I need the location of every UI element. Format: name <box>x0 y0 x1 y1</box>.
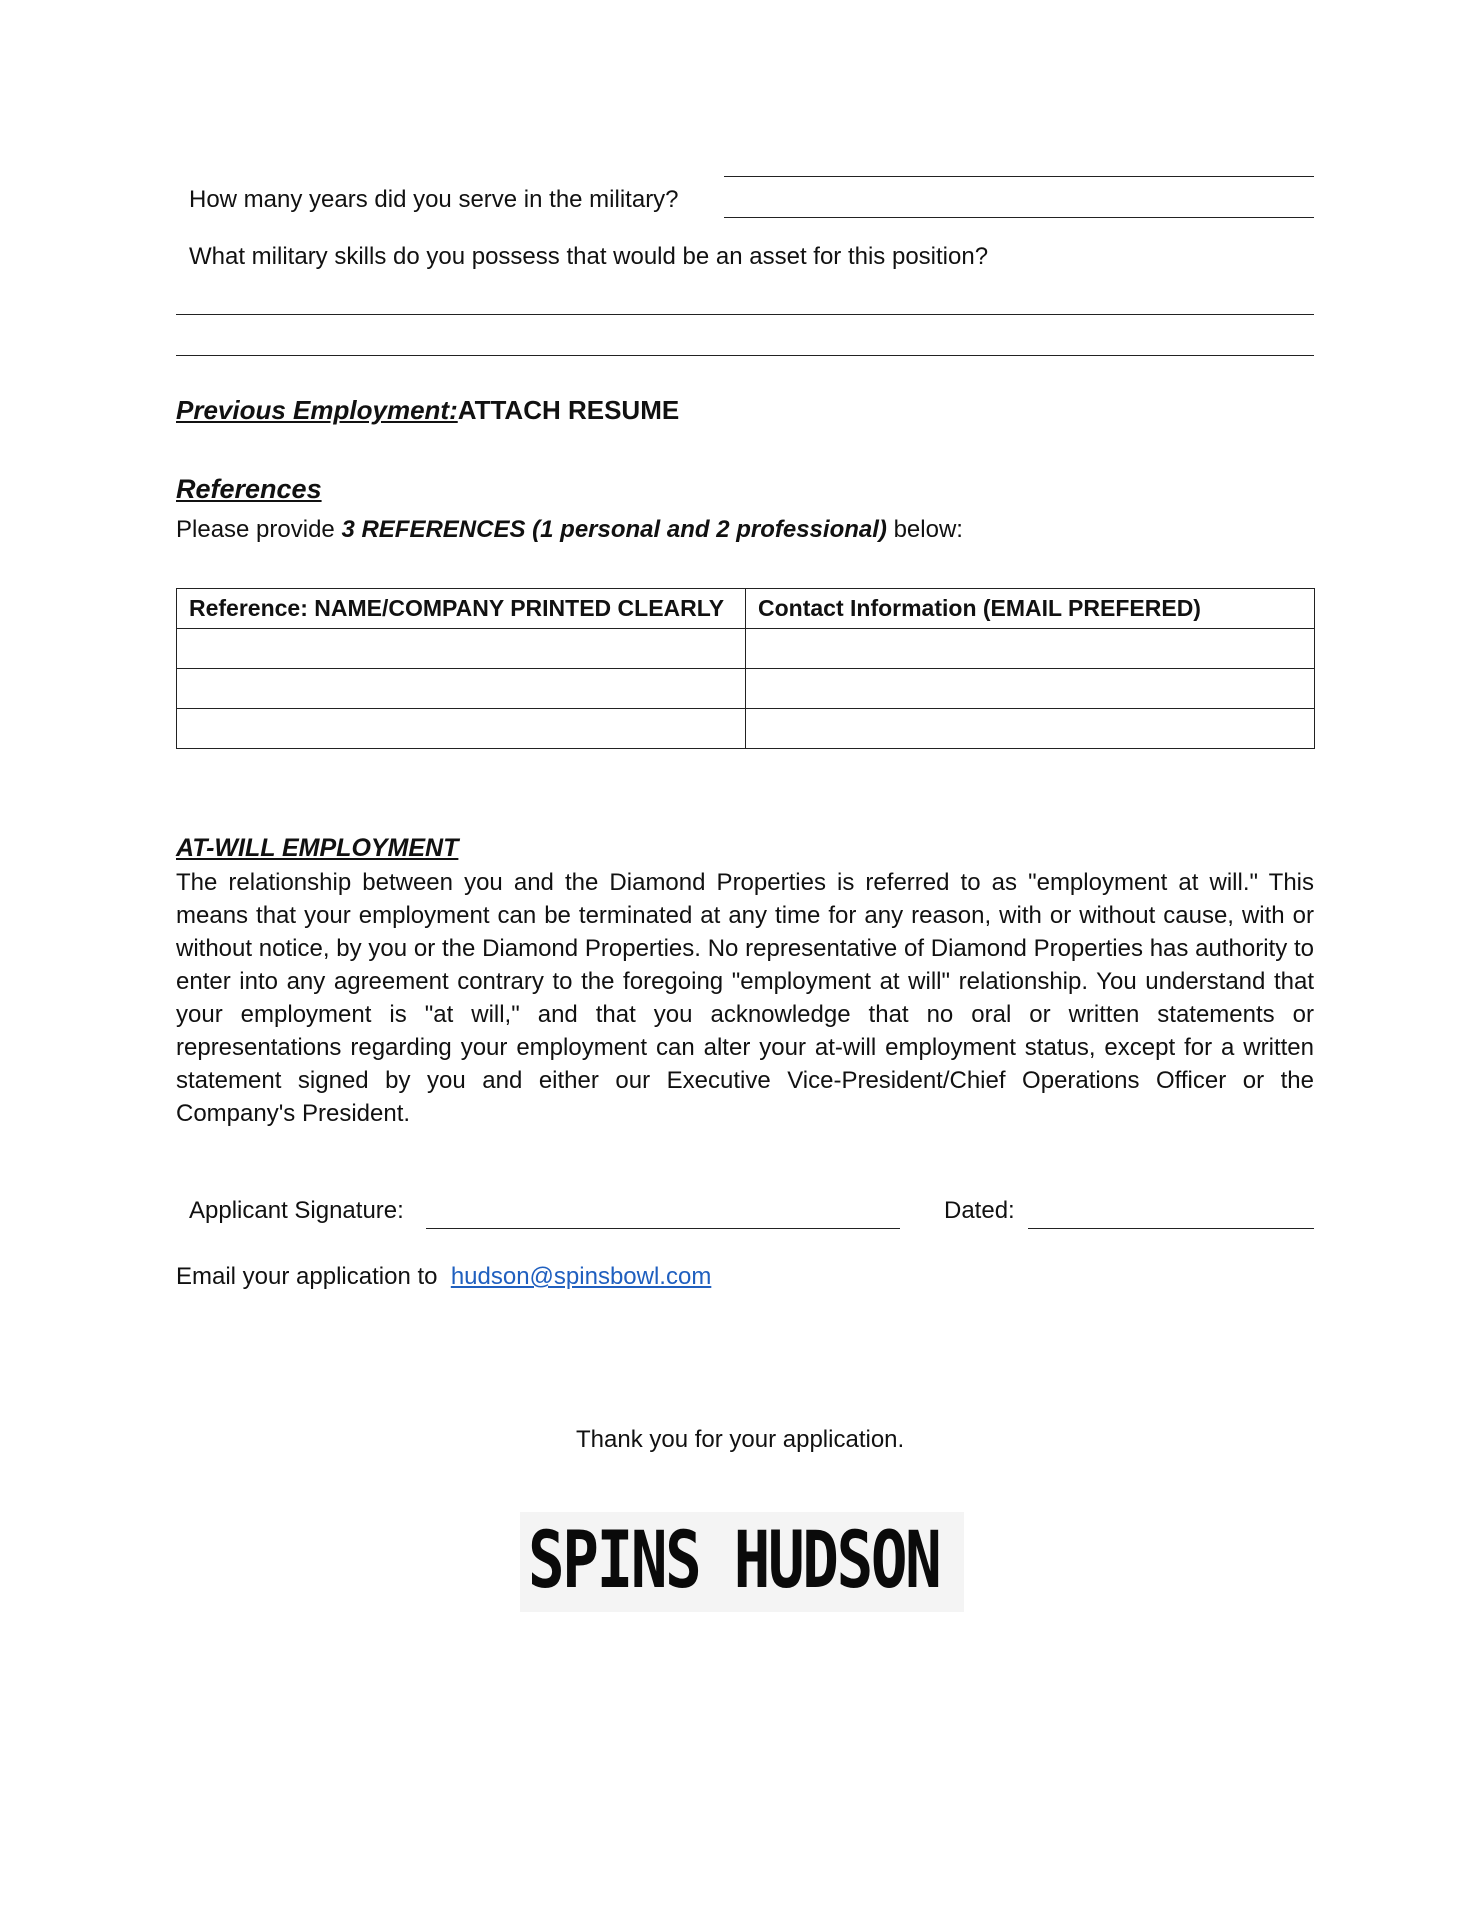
applicant-signature-label: Applicant Signature: <box>189 1197 404 1224</box>
thank-you-text: Thank you for your application. <box>576 1426 905 1453</box>
logo-text: SPINS HUDSON <box>528 1516 940 1606</box>
at-will-heading: AT-WILL EMPLOYMENT <box>176 834 459 862</box>
previous-employment-instruction: ATTACH RESUME <box>457 395 680 425</box>
references-intro-prefix: Please provide <box>176 516 342 543</box>
military-skills-answer-line-2[interactable] <box>176 355 1314 356</box>
dated-label: Dated: <box>944 1197 1015 1224</box>
table-row <box>177 629 1315 669</box>
table-row <box>177 669 1315 709</box>
reference-2-name-cell[interactable] <box>177 669 746 709</box>
reference-3-name-cell[interactable] <box>177 709 746 749</box>
references-column-name: Reference: NAME/COMPANY PRINTED CLEARLY <box>177 589 746 629</box>
references-table <box>176 588 1315 749</box>
references-heading: References <box>176 474 322 504</box>
previous-employment-line <box>176 394 679 426</box>
previous-employment-label: Previous Employment: <box>176 395 458 425</box>
spins-hudson-logo <box>520 1512 964 1612</box>
email-prefix: Email your application to <box>176 1263 438 1290</box>
reference-1-contact-cell[interactable] <box>746 629 1315 669</box>
military-top-line <box>724 176 1314 177</box>
references-intro-suffix: below: <box>886 516 963 543</box>
references-header-row <box>177 589 1315 629</box>
dated-line[interactable] <box>1028 1228 1314 1229</box>
applicant-signature-line[interactable] <box>426 1228 900 1229</box>
email-line <box>176 1261 711 1293</box>
military-skills-question: What military skills do you possess that would be an asset for this position? <box>189 243 989 270</box>
references-column-contact: Contact Information (EMAIL PREFERED) <box>746 589 1315 629</box>
table-row <box>177 709 1315 749</box>
reference-2-contact-cell[interactable] <box>746 669 1315 709</box>
military-years-answer-line[interactable] <box>724 217 1314 218</box>
references-intro-bold: 3 REFERENCES (1 personal and 2 professional) <box>341 516 887 543</box>
military-years-question: How many years did you serve in the military? <box>189 186 679 213</box>
military-skills-answer-line-1[interactable] <box>176 314 1314 315</box>
reference-3-contact-cell[interactable] <box>746 709 1315 749</box>
email-link[interactable]: hudson@spinsbowl.com <box>450 1263 712 1290</box>
at-will-body: The relationship between you and the Diamond Properties is referred to as "employment at will." This means that your employment can be terminated at any time for any reason, with or without cause, with or without notice, by you or the Diamond Properties. No representative of Diamond Properties has authority to enter into any agreement contrary to the foregoing "employment at will" relationship. You understand that your employment is "at will," and that you acknowledge that no oral or written statements or representations regarding your employment can alter your at-will employment status, except for a written statement signed by you and either our Executive Vice-President/Chief Operations Officer or the Company's President. <box>176 869 1314 1127</box>
references-intro <box>176 514 963 546</box>
reference-1-name-cell[interactable] <box>177 629 746 669</box>
